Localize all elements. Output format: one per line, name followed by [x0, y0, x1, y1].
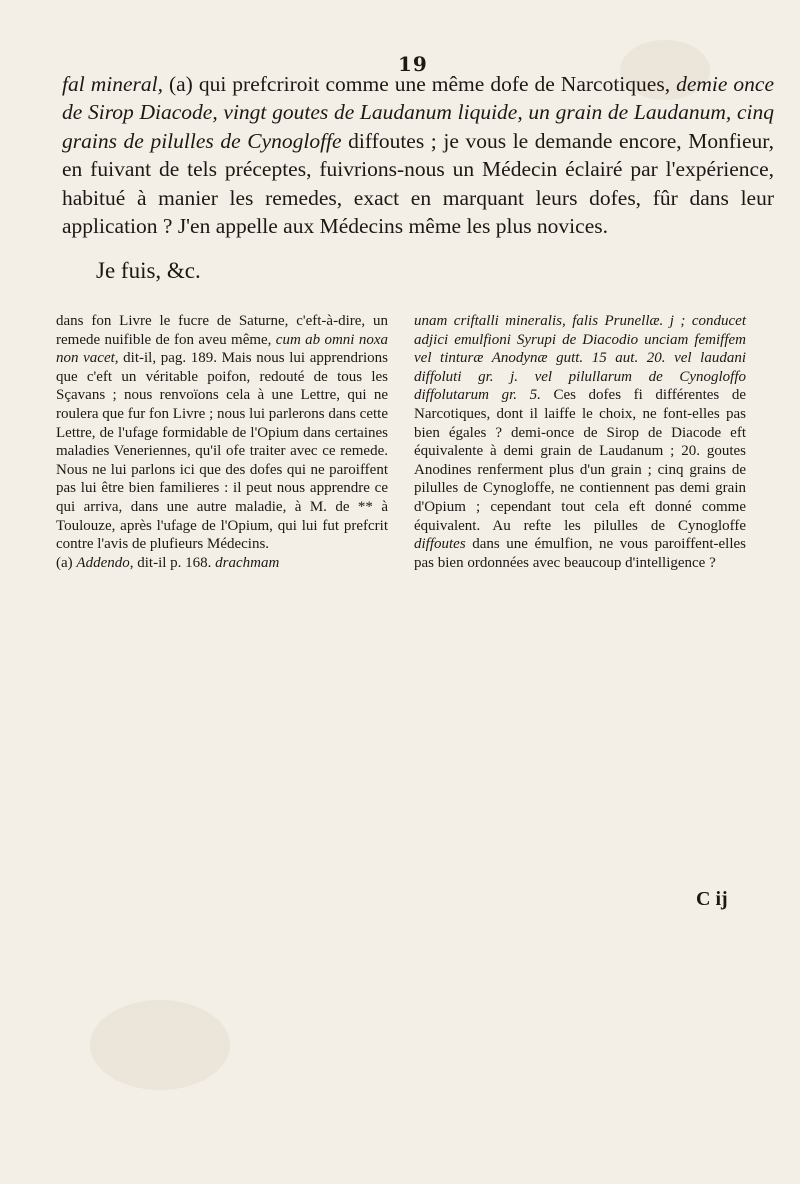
footnote-latin: cum ab omni noxa non vacet, — [56, 331, 388, 367]
footnote-latin-quote: unam criftalli mineralis, falis Prunellæ. j ; conducet adjici emulfioni Syrupi de Diacodio unciam femiffem vel tinturæ Anodynæ gutt. 15 aut. 20. vel laudani diffoluti gr. j. vel pilullarum de Cynogloffo diffolutarum gr. 5. — [414, 313, 746, 404]
main-italic-lead: fal mineral, — [62, 72, 169, 96]
main-text-segment: (a) qui prefcriroit comme une même dofe de Narcotiques, — [168, 72, 677, 96]
main-paragraph — [62, 70, 774, 240]
page-number: 19 — [398, 52, 428, 76]
footnote-right-column — [414, 312, 746, 572]
footnote-text: dans fon Livre le fucre de Saturne, c'eft-à-dire, un remede nuifible de fon aveu même, — [56, 313, 388, 348]
footnote-a — [56, 554, 388, 573]
paper-stain — [90, 1000, 230, 1090]
footnote-text: , dit-il p. 168. — [129, 554, 212, 571]
footnote-text: dit-il, pag. 189. Mais nous lui apprendrions que c'eft un véritable poifon, redouté de tous les Sçavans ; nous renvoïons cela à une Lettre, qui ne roulera que fur fon Livre ; nous lui parlerons dans cette Lettre, de l'ufage formidable de l'Opium dans certaines maladies Veneriennes, qu'il ofe traiter avec ce remede. Nous ne lui parlons ici que des dofes qui ne paroiffent pas lui être bien familieres : il peut nous apprendre ce qui arriva, dans une autre maladie, à M. de ** à Toulouze, après l'ufage de l'Opium, qui lui fut prefcrit contre l'avis de plufieurs Médecins. — [56, 350, 389, 553]
footnote-text: Ces dofes fi différentes de Narcotiques, dont il laiffe le choix, ne font-elles pas bien égales ? demi-once de Sirop de Diacode eft équivalente à demi grain de Laudanum ; 20. goutes Anodines renferment plus d'un grain ; cinq grains de pilulles de Cynogloffe, ne contiennent pas demi grain d'Opium ; cependant tout cela eft donné comme équivalent. Au refte les pilulles de Cynogloffe — [414, 387, 747, 534]
main-text-segment: diffoutes ; je vous le demande encore, Monfieur, en fuivant de tels préceptes, fuivrions-nous un Médecin éclairé par l'expérience, habitué à manier les remedes, exact en marquant leurs dofes, fûr dans leur application ? J'en appelle aux Médecins même les plus novices. — [62, 128, 774, 239]
signature-mark: C ij — [696, 888, 728, 910]
footnote-latin: Addendo — [76, 554, 130, 571]
main-italic-dosage: demie once de Sirop Diacode, vingt goutes de Laudanum liquide, un grain de Laudanum, cinq grains de pilulles de Cynogloffe — [62, 72, 775, 153]
footnote-left-column — [56, 312, 388, 572]
closing-formula: Je fuis, &c. — [96, 258, 201, 283]
footnote-latin: diffoutes — [414, 536, 466, 553]
footnote-latin: drachmam — [215, 554, 280, 571]
footnote-mark: (a) — [56, 554, 73, 571]
footnote-text: dans une émulfion, ne vous paroiffent-elles pas bien ordonnées avec beaucoup d'intelligence ? — [414, 536, 746, 571]
